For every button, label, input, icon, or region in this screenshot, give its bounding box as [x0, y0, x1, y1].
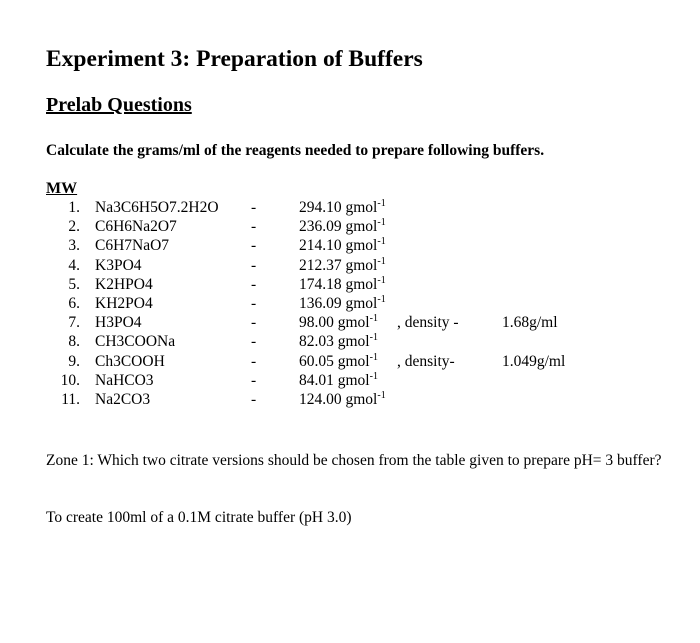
- reagent-name: Ch3COOH: [95, 352, 165, 370]
- reagent-name: H3PO4: [95, 314, 142, 332]
- density-label: , density -: [397, 314, 459, 332]
- molar-mass-value: 84.01 gmol: [299, 371, 370, 389]
- reagent-molar-mass: [299, 391, 386, 409]
- unit-exponent: -1: [377, 390, 386, 401]
- reagent-number: 1.: [68, 199, 80, 216]
- reagent-number: 8.: [68, 333, 80, 351]
- reagent-row: [0, 237, 700, 256]
- reagent-molar-mass: [299, 372, 378, 390]
- unit-exponent: -1: [377, 236, 386, 248]
- reagent-number: 2.: [68, 218, 80, 236]
- reagent-row: [0, 276, 700, 295]
- reagent-number: 4.: [68, 256, 80, 274]
- unit-exponent: -1: [369, 370, 378, 382]
- density-label: , density-: [397, 352, 455, 370]
- reagent-molar-mass: [299, 237, 386, 255]
- unit-exponent: -1: [369, 351, 378, 363]
- reagent-molar-mass: [299, 276, 386, 294]
- reagent-number: 11.: [61, 391, 80, 408]
- reagent-name: KH2PO4: [95, 295, 153, 312]
- reagent-name: K3PO4: [95, 256, 142, 274]
- reagent-row: [0, 372, 700, 391]
- molar-mass-value: 214.10 gmol: [299, 237, 378, 255]
- reagent-row: [0, 218, 700, 237]
- reagent-dash: -: [251, 352, 257, 370]
- instruction-text: Calculate the grams/ml of the reagents needed to prepare following buffers.: [46, 142, 545, 159]
- reagent-name: K2HPO4: [95, 275, 153, 293]
- reagent-molar-mass: [299, 314, 378, 332]
- unit-exponent: -1: [377, 294, 386, 305]
- reagent-dash: -: [251, 275, 257, 293]
- task-text: To create 100ml of a 0.1M citrate buffer (pH 3.0): [46, 509, 352, 526]
- unit-exponent: -1: [377, 217, 386, 229]
- section-heading: Prelab Questions: [46, 94, 192, 116]
- molar-mass-value: 294.10 gmol: [299, 199, 378, 216]
- unit-exponent: -1: [377, 255, 386, 267]
- reagent-name: Na2CO3: [95, 391, 151, 408]
- density-value: 1.68g/ml: [502, 314, 558, 332]
- reagent-name: C6H6Na2O7: [95, 218, 177, 236]
- reagent-molar-mass: [299, 295, 386, 313]
- reagent-dash: -: [251, 314, 257, 332]
- reagent-number: 6.: [68, 295, 80, 312]
- reagent-dash: -: [251, 199, 257, 216]
- reagent-row: [0, 353, 700, 372]
- reagent-name: NaHCO3: [95, 371, 154, 389]
- reagent-number: 5.: [68, 275, 80, 293]
- reagent-dash: -: [251, 333, 257, 351]
- zone-question: Zone 1: Which two citrate versions should be chosen from the table given to prepare pH= 3 buffer?: [46, 452, 662, 469]
- page-title: Experiment 3: Preparation of Buffers: [46, 46, 423, 72]
- reagent-dash: -: [251, 218, 257, 236]
- reagent-number: 9.: [68, 352, 80, 370]
- reagent-number: 7.: [68, 314, 80, 332]
- reagent-row: [0, 333, 700, 352]
- reagent-dash: -: [251, 391, 257, 408]
- reagent-molar-mass: [299, 218, 386, 236]
- reagent-row: [0, 295, 700, 314]
- reagent-molar-mass: [299, 353, 378, 371]
- reagent-row: [0, 314, 700, 333]
- reagent-dash: -: [251, 256, 257, 274]
- molar-mass-value: 136.09 gmol: [299, 295, 378, 312]
- molar-mass-value: 236.09 gmol: [299, 218, 378, 236]
- reagent-row: [0, 257, 700, 276]
- unit-exponent: -1: [369, 332, 378, 344]
- reagent-number: 10.: [60, 371, 80, 389]
- unit-exponent: -1: [377, 274, 386, 286]
- molar-mass-value: 82.03 gmol: [299, 333, 370, 351]
- reagent-number: 3.: [68, 237, 80, 255]
- reagent-molar-mass: [299, 199, 386, 217]
- reagent-dash: -: [251, 237, 257, 255]
- molar-mass-value: 212.37 gmol: [299, 256, 378, 274]
- mw-heading: MW: [46, 180, 78, 197]
- molar-mass-value: 124.00 gmol: [299, 391, 378, 408]
- reagent-name: CH3COONa: [95, 333, 176, 351]
- reagent-name: Na3C6H5O7.2H2O: [95, 199, 219, 216]
- density-value: 1.049g/ml: [502, 352, 566, 370]
- reagent-dash: -: [251, 371, 257, 389]
- reagent-molar-mass: [299, 257, 386, 275]
- molar-mass-value: 60.05 gmol: [299, 352, 370, 370]
- molar-mass-value: 174.18 gmol: [299, 275, 378, 293]
- molar-mass-value: 98.00 gmol: [299, 314, 370, 332]
- reagent-molar-mass: [299, 333, 378, 351]
- unit-exponent: -1: [369, 313, 378, 325]
- reagent-dash: -: [251, 295, 257, 312]
- reagent-name: C6H7NaO7: [95, 237, 170, 255]
- reagent-row: [0, 199, 700, 218]
- reagent-row: [0, 391, 700, 410]
- unit-exponent: -1: [377, 198, 386, 209]
